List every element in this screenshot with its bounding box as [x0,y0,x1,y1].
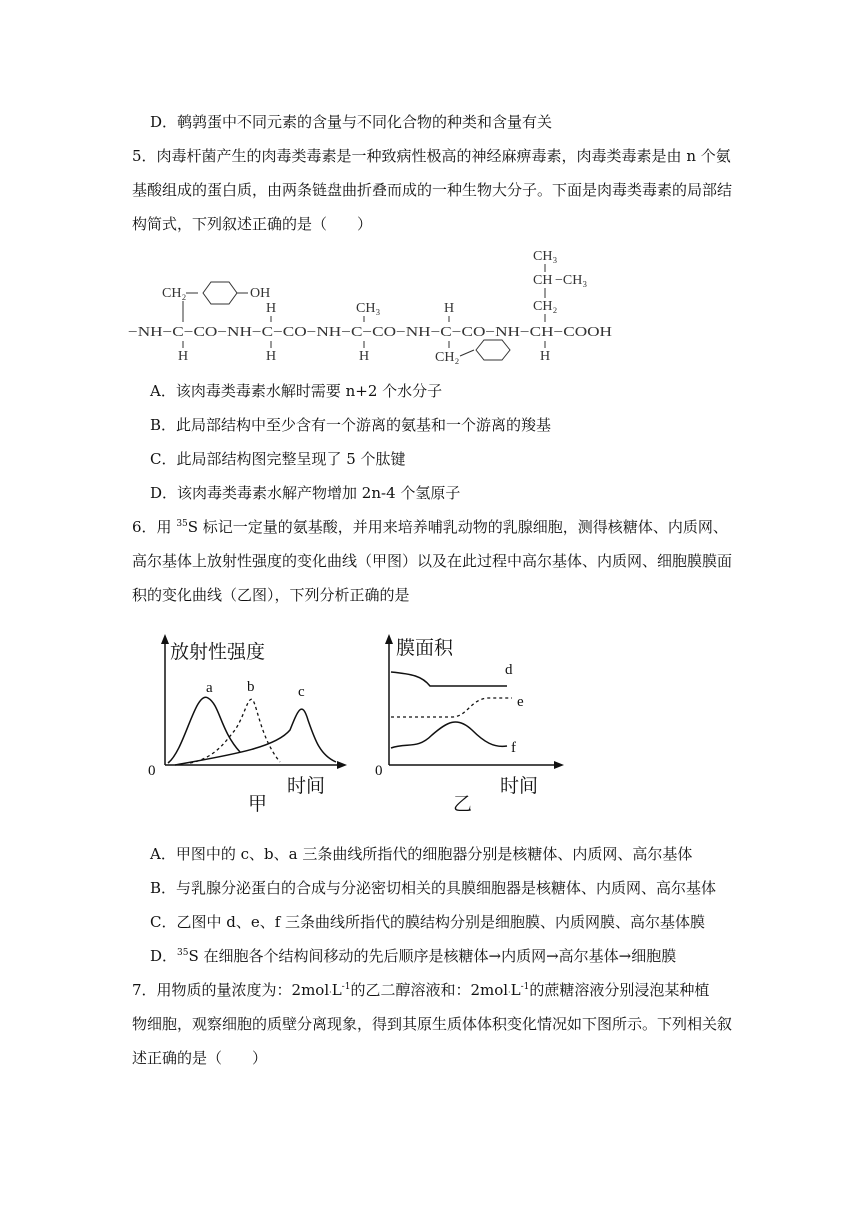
q7-stem-line2: 物细胞，观察细胞的质壁分离现象，得到其原生质体体积变化情况如下图所示。下列相关叙 [132,1015,733,1033]
formula-ch3-right: −CH₃ [555,273,588,288]
curve-b-label: b [247,679,255,695]
curve-e-label: e [517,694,524,710]
figure-yi-membrane-area [372,630,572,815]
q5-stem-line3: 构简式，下列叙述正确的是（ ） [132,215,373,233]
q4-option-d: D．鹌鹑蛋中不同元素的含量与不同化合物的种类和含量有关 [150,113,553,131]
curve-c-label: c [298,684,305,700]
q5-stem-line1: 5．肉毒杆菌产生的肉毒类毒素是一种致病性极高的神经麻痹毒素，肉毒类毒素是由 n 个氨 [132,147,731,165]
yi-origin-label: 0 [375,763,383,779]
peptide-structural-formula [128,242,628,367]
q6-stem-line2: 高尔基体上放射性强度的变化曲线（甲图）以及在此过程中高尔基体、内质网、细胞膜膜面 [132,552,733,570]
curve-d-label: d [505,662,513,678]
formula-ch2-leucine: CH₂ [533,299,558,314]
curve-f [391,722,507,748]
formula-main-chain: −NH−C−CO−NH−C−CO−NH−C−CO−NH−C−CO−NH−CH−COOH [128,325,612,340]
formula-ch3-alanine: CH₃ [356,301,381,316]
figure-jia-radioactivity [140,630,350,815]
curve-a-label: a [206,680,213,696]
formula-h-bottom-5: H [540,349,551,364]
benzene-ring-icon [203,282,237,304]
curve-c [175,709,336,765]
formula-h-top-2: H [266,301,277,316]
q7-stem-line3: 述正确的是（ ） [132,1049,268,1067]
formula-oh: OH [250,286,271,301]
jia-caption: 甲 [248,794,268,815]
q5-option-b: B．此局部结构中至少含有一个游离的氨基和一个游离的羧基 [150,416,552,434]
formula-h-bottom-3: H [359,349,370,364]
q5-option-c: C．此局部结构图完整呈现了 5 个肽键 [150,450,406,468]
formula-h-top-4: H [444,301,455,316]
yi-caption: 乙 [453,794,473,815]
q7-stem-line1: 7．用物质的量浓度为：$2mol\cdot L^{-1}$的乙二醇溶液和：$2mol\cdot L^{-1}$的蔗糖溶液分别浸泡某种植 [132,981,710,999]
curve-f-label: f [511,740,516,756]
benzene-ring-icon [476,340,510,360]
jia-origin-label: 0 [148,763,156,779]
formula-h-bottom-2: H [266,349,277,364]
formula-h-bottom-1: H [178,349,189,364]
q5-option-a: A．该肉毒类毒素水解时需要 n+2 个水分子 [150,382,443,400]
curve-a [168,697,240,763]
curve-d [391,672,507,686]
q5-stem-line2: 基酸组成的蛋白质，由两条链盘曲折叠而成的一种生物大分子。下面是肉毒类毒素的局部结 [132,181,733,199]
q6-stem-line3: 积的变化曲线（乙图），下列分析正确的是 [132,586,410,604]
jia-x-axis-label: 时间 [287,776,326,797]
q6-stem-line1: 6．用 $^{35}$S 标记一定量的氨基酸，并用来培养哺乳动物的乳腺细胞，测得核糖体、内质网、 [132,518,728,536]
q6-option-c: C．乙图中 d、e、f 三条曲线所指代的膜结构分别是细胞膜、内质网膜、高尔基体膜 [150,913,706,931]
formula-ch3-top: CH₃ [533,249,558,264]
formula-ch-branch: CH [533,273,553,288]
yi-y-axis-label: 膜面积 [396,638,454,659]
formula-ch2-phenylalanine: CH₂ [435,350,460,365]
formula-ch2-tyrosine: CH₂ [162,286,187,301]
q5-option-d: D．该肉毒类毒素水解产物增加 2n-4 个氢原子 [150,484,461,502]
q6-option-a: A．甲图中的 c、b、a 三条曲线所指代的细胞器分别是核糖体、内质网、高尔基体 [150,845,693,863]
jia-y-axis-label: 放射性强度 [170,642,266,663]
q6-option-d: D．$^{35}$S 在细胞各个结构间移动的先后顺序是核糖体→内质网→高尔基体→细胞膜 [150,947,677,965]
yi-x-axis-label: 时间 [500,776,539,797]
curve-e [391,698,512,717]
q6-option-b: B．与乳腺分泌蛋白的合成与分泌密切相关的具膜细胞器是核糖体、内质网、高尔基体 [150,879,717,897]
